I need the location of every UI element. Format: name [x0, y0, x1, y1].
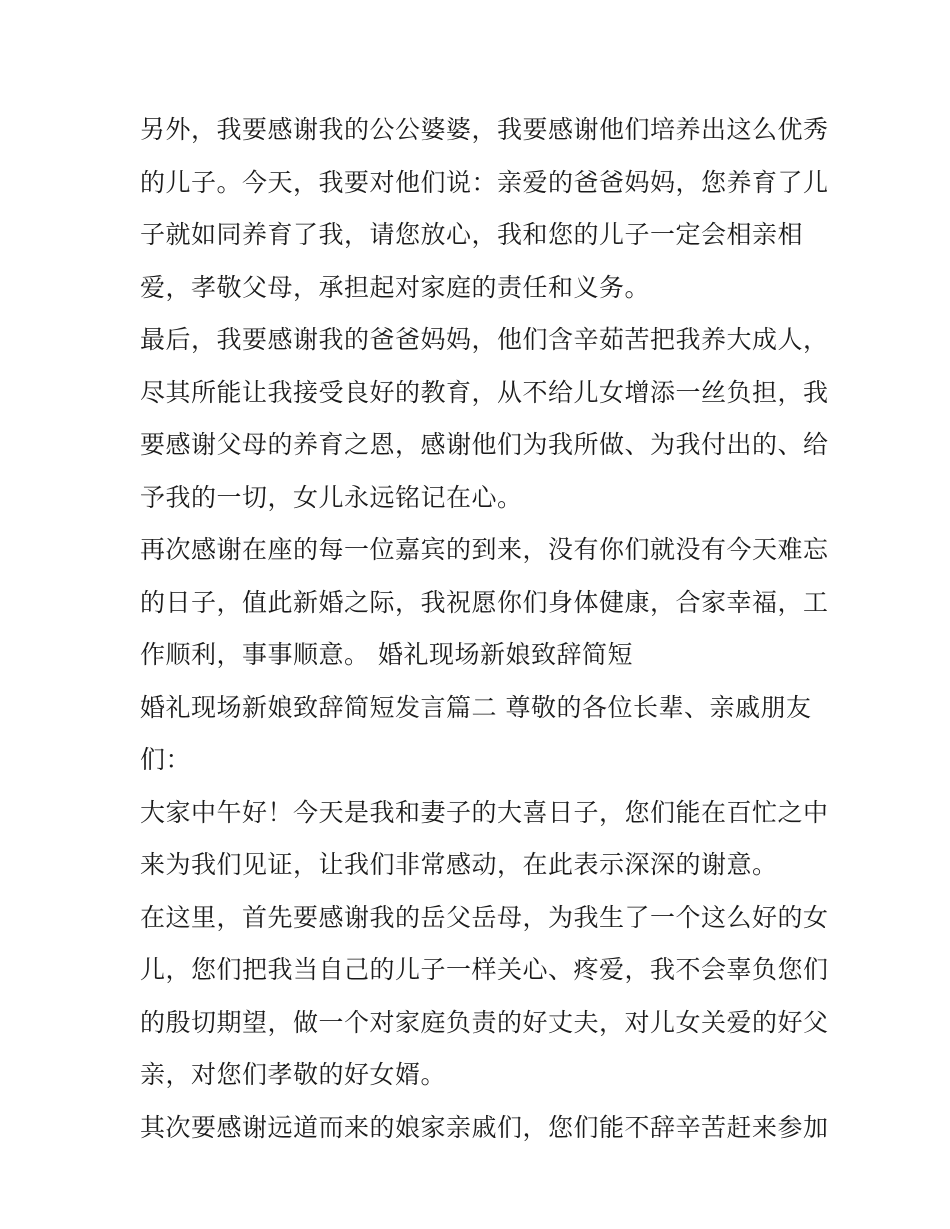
text-line: 儿，您们把我当自己的儿子一样关心、疼爱，我不会辜负您们 [140, 955, 829, 984]
text-line: 最后，我要感谢我的爸爸妈妈，他们含辛茹苦把我养大成人， [140, 325, 829, 354]
text-line: 爱，孝敬父母，承担起对家庭的责任和义务。 [140, 272, 651, 302]
text-line: 作顺利，事事顺意。 婚礼现场新娘致辞简短 [140, 640, 633, 669]
document-page [140, 104, 829, 1154]
text-line: 在这里，首先要感谢我的岳父岳母，为我生了一个这么好的女 [140, 902, 829, 932]
text-line: 们： [140, 745, 192, 774]
text-line: 来为我们见证，让我们非常感动，在此表示深深的谢意。 [140, 850, 778, 879]
text-line: 再次感谢在座的每一位嘉宾的到来，没有你们就没有今天难忘 [140, 535, 829, 564]
text-line: 其次要感谢远道而来的娘家亲戚们，您们能不辞辛苦赶来参加 [140, 1112, 829, 1142]
text-line: 大家中午好！今天是我和妻子的大喜日子，您们能在百忙之中 [140, 797, 829, 827]
text-line: 要感谢父母的养育之恩，感谢他们为我所做、为我付出的、给 [140, 430, 829, 459]
text-line: 的殷切期望，做一个对家庭负责的好丈夫，对儿女关爱的好父 [140, 1007, 829, 1037]
text-line: 亲，对您们孝敬的好女婿。 [140, 1060, 447, 1089]
text-line: 婚礼现场新娘致辞简短发言篇二 尊敬的各位长辈、亲戚朋友 [140, 692, 812, 722]
text-line: 另外，我要感谢我的公公婆婆，我要感谢他们培养出这么优秀 [140, 115, 829, 144]
text-line: 子就如同养育了我，请您放心，我和您的儿子一定会相亲相 [140, 220, 804, 249]
text-line: 尽其所能让我接受良好的教育，从不给儿女增添一丝负担，我 [140, 377, 829, 407]
text-line: 予我的一切，女儿永远铭记在心。 [140, 482, 523, 512]
text-line: 的日子，值此新婚之际，我祝愿你们身体健康，合家幸福，工 [140, 587, 829, 617]
text-line: 的儿子。今天，我要对他们说：亲爱的爸爸妈妈，您养育了儿 [140, 167, 829, 197]
